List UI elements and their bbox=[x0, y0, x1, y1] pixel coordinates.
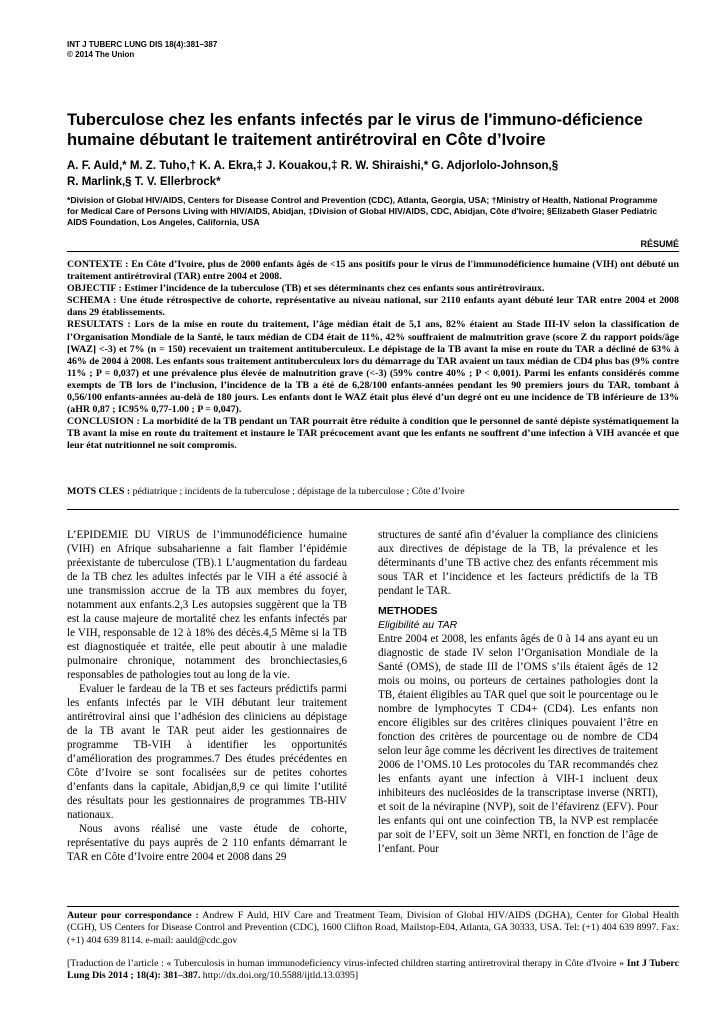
intro-paragraph-3: Nous avons réalisé une vaste étude de cohorte, représentative du pays auprès de 2 110 enfants démarrant le TAR en Côte d’Ivoire entre 2004 et 2008 dans 29 bbox=[67, 823, 347, 863]
abstract bbox=[67, 259, 679, 453]
author-list bbox=[67, 158, 667, 190]
correspondence-note bbox=[67, 910, 679, 947]
translation-doi: http://dx.doi.org/10.5588/ijtld.13.0395] bbox=[200, 970, 359, 982]
resume-label: RÉSUMÉ bbox=[637, 239, 679, 250]
journal-header bbox=[67, 40, 217, 60]
keywords-text: pédiatrique ; incidents de la tuberculose ; dépistage de la tuberculose ; Côte d’Ivoire bbox=[130, 486, 465, 497]
keywords-label: MOTS CLES : bbox=[67, 486, 131, 497]
resume-divider bbox=[67, 239, 679, 252]
keywords bbox=[67, 486, 679, 498]
eligibility-heading: Eligibilité au TAR bbox=[378, 619, 458, 631]
copyright-notice: © 2014 The Union bbox=[67, 50, 135, 59]
abstract-schema: SCHEMA : Une étude rétrospective de cohorte, représentative au niveau national, sur 2110 enfants ayant débuté leur TAR entre 2004 et 2008 dans 29 établissements. bbox=[67, 295, 679, 319]
methods-paragraph-1: Entre 2004 et 2008, les enfants âgés de 0 à 14 ans ayant eu un diagnostic de stade IV selon l’Organisation Mondiale de la Santé (OMS), de stade III de l’OMS s’ils étaient âgés de 12 mois ou moins, ou porteurs de certaines pathologies dont la TB, étaient éligibles au TAR quel que soit le pourcentage ou le nombre de lymphocytes T CD4+ (CD4). Les enfants non encore éligibles sur des critères cliniques pouvaient l’être en fonction des critères de pourcentage ou de nombre de CD4 selon leur âge comme les décrivent les directives de traitement 2006 de l’OMS.10 Les protocoles du TAR recommandés chez les enfants ayant une infection à VIH-1 incluent deux inhibiteurs des nucléosides de la transcriptase inverse (NRTI), et soit de la névirapine (NVP), soit de l’éfavirenz (EFV). Pour les enfants qui ont une coinfection TB, la NVP est remplacée par soit de l’EFV, soit un 3ème NRTI, en fonction de l’âge de l’enfant. Pour bbox=[378, 633, 658, 855]
article-title: Tuberculose chez les enfants infectés par le virus de l'immuno-déficience humaine débutant le traitement antirétroviral en Côte d’Ivoire bbox=[67, 111, 643, 149]
abstract-resultats: RESULTATS : Lors de la mise en route du traitement, l’âge médian était de 5,1 ans, 82% étaient au Stade III-IV selon la classification de l’Organisation Mondiale de la Santé, le taux médian de CD4 était de 11%, 42% souffraient de malnutrition grave (score Z du rapport poids/âge [WAZ] <-3) et 7% (n = 150) recevaient un traitement antituberculeux. Le dépistage de la TB avant la mise en route du TAR a décliné de 63% à 46% de 2004 à 2008. Les enfants sous traitement antituberculeux lors du démarrage du TAR avaient un taux médian de CD4 plus bas (9% contre 11% ; P = 0,037) et une prévalence plus élevée de malnutrition grave (<-3) (59% contre 40% ; P < 0,001). Parmi les enfants considérés comme exempts de TB lors de l’inclusion, l’incidence de la TB a été de 6,28/100 enfants-années pendant les 90 premiers jours du TAR, tombant à 0,56/100 enfants-années au-delà de 180 jours. Les enfants dont le WAZ était plus élevé d’un degré ont eu une incidence de TB inférieure de 13% (aHR 0,87 ; IC95% 0,77-1.00 ; P = 0,047). bbox=[67, 319, 679, 416]
correspondence-text: Andrew F Auld, HIV Care and Treatment Team, Division of Global HIV/AIDS (DGHA), Center for Global Health (CGH), US Centers for Disease Control and Prevention (CDC), 1600 Clifton Road, Mailstop-E04, Atlanta, GA 30333, USA. Tel: (+1) 404 639 8997. Fax: (+1) 404 639 8114. e-mail: aauld@cdc.gov bbox=[67, 910, 679, 946]
author-line-2: R. Marlink,§ T. V. Ellerbrock* bbox=[67, 176, 221, 188]
abstract-contexte: CONTEXTE : En Côte d’Ivoire, plus de 2000 enfants âgés de <15 ans positifs pour le virus de l'immunodéficience humaine (VIH) ont débuté un traitement antirétroviral (TAR) entre 2004 et 2008. bbox=[67, 259, 679, 283]
intro-paragraph-2: Evaluer le fardeau de la TB et ses facteurs prédictifs parmi les enfants infectés par le VIH débutant leur traitement antirétroviral ainsi que l’adhésion des cliniciens au dépistage de la TB avant le TAR peut aider les gestionnaires de programme TB-VIH à identifier les opportunités d’amélioration des programmes.7 Des études précédentes en Côte d’Ivoire se sont focalisées sur de petites cohortes d’enfants dans la capitale, Abidjan,8,9 ce qui limite l’utilité des résultats pour les gestionnaires de programmes TB-HIV nationaux. bbox=[67, 683, 347, 821]
affiliations: *Division of Global HIV/AIDS, Centers for Disease Control and Prevention (CDC), Atlanta, Georgia, USA; †Ministry of Health, National Programme for Medical Care of Persons Living with HIV/AIDS, Abidjan, ‡Division of Global HIV/AIDS, CDC, Abidjan, Côte d'Ivoire; §Elizabeth Glaser Pediatric AIDS Foundation, Los Angeles, California, USA bbox=[67, 195, 658, 227]
translation-citation: Int J Tuberc Lung Dis 2014 ; 18(4): 381–387. bbox=[67, 958, 680, 982]
author-line-1: A. F. Auld,* M. Z. Tuho,† K. A. Ekra,‡ J. Kouakou,‡ R. W. Shiraishi,* G. Adjorlolo-Johnson,§ bbox=[67, 160, 559, 172]
body-column-right bbox=[378, 528, 658, 856]
translation-note bbox=[67, 958, 679, 983]
correspondence-label: Auteur pour correspondance : bbox=[67, 910, 199, 921]
abstract-conclusion: CONCLUSION : La morbidité de la TB pendant un TAR pourrait être réduite à condition que le personnel de santé dépiste systématiquement la TB avant la mise en route du traitement et instaure le TAR précocement avant que les enfants ne souffrent d’une infection à VIH avancée et que leur état nutritionnel ne soit compromis. bbox=[67, 416, 679, 452]
methods-heading: METHODES bbox=[378, 605, 438, 617]
translation-prefix: [Traduction de l’article : « Tuberculosis in human immunodeficiency virus-infected children starting antiretroviral therapy in Côte d'Ivoire » bbox=[67, 958, 627, 969]
abstract-objectif: OBJECTIF : Estimer l’incidence de la tuberculose (TB) et ses déterminants chez ces enfants sous antirétroviraux. bbox=[67, 283, 545, 295]
body-column-left bbox=[67, 528, 347, 864]
journal-citation: INT J TUBERC LUNG DIS 18(4):381–387 bbox=[67, 40, 218, 49]
intro-paragraph-1: L’EPIDEMIE DU VIRUS de l’immunodéficience humaine (VIH) en Afrique subsaharienne a fait flamber l’épidémie préexistante de tuberculose (TB).1 L’augmentation du fardeau de la TB chez les adultes infectés par le VIH a été associé à une transmission accrue de la TB aux membres du foyer, notamment aux enfants.2,3 Les autopsies suggèrent que la TB est la cause majeure de mortalité chez les enfants infectés par le VIH, responsable de 12 à 18% des décès.4,5 Même si la TB est diagnostiquée et traitée, elle peut aboutir à une maladie pulmonaire chronique, notamment des bronchiectasies,6 responsables de pathologies tout au long de la vie. bbox=[67, 529, 347, 681]
intro-paragraph-4: structures de santé afin d’évaluer la compliance des cliniciens aux directives de dépistage de la TB, la prévalence et les déterminants d’une TB active chez des enfants récemment mis sous TAR et l’incidence et les facteurs prédictifs de la TB pendant le TAR. bbox=[378, 529, 658, 597]
footer-rule bbox=[67, 906, 679, 907]
keywords-rule bbox=[67, 509, 679, 510]
